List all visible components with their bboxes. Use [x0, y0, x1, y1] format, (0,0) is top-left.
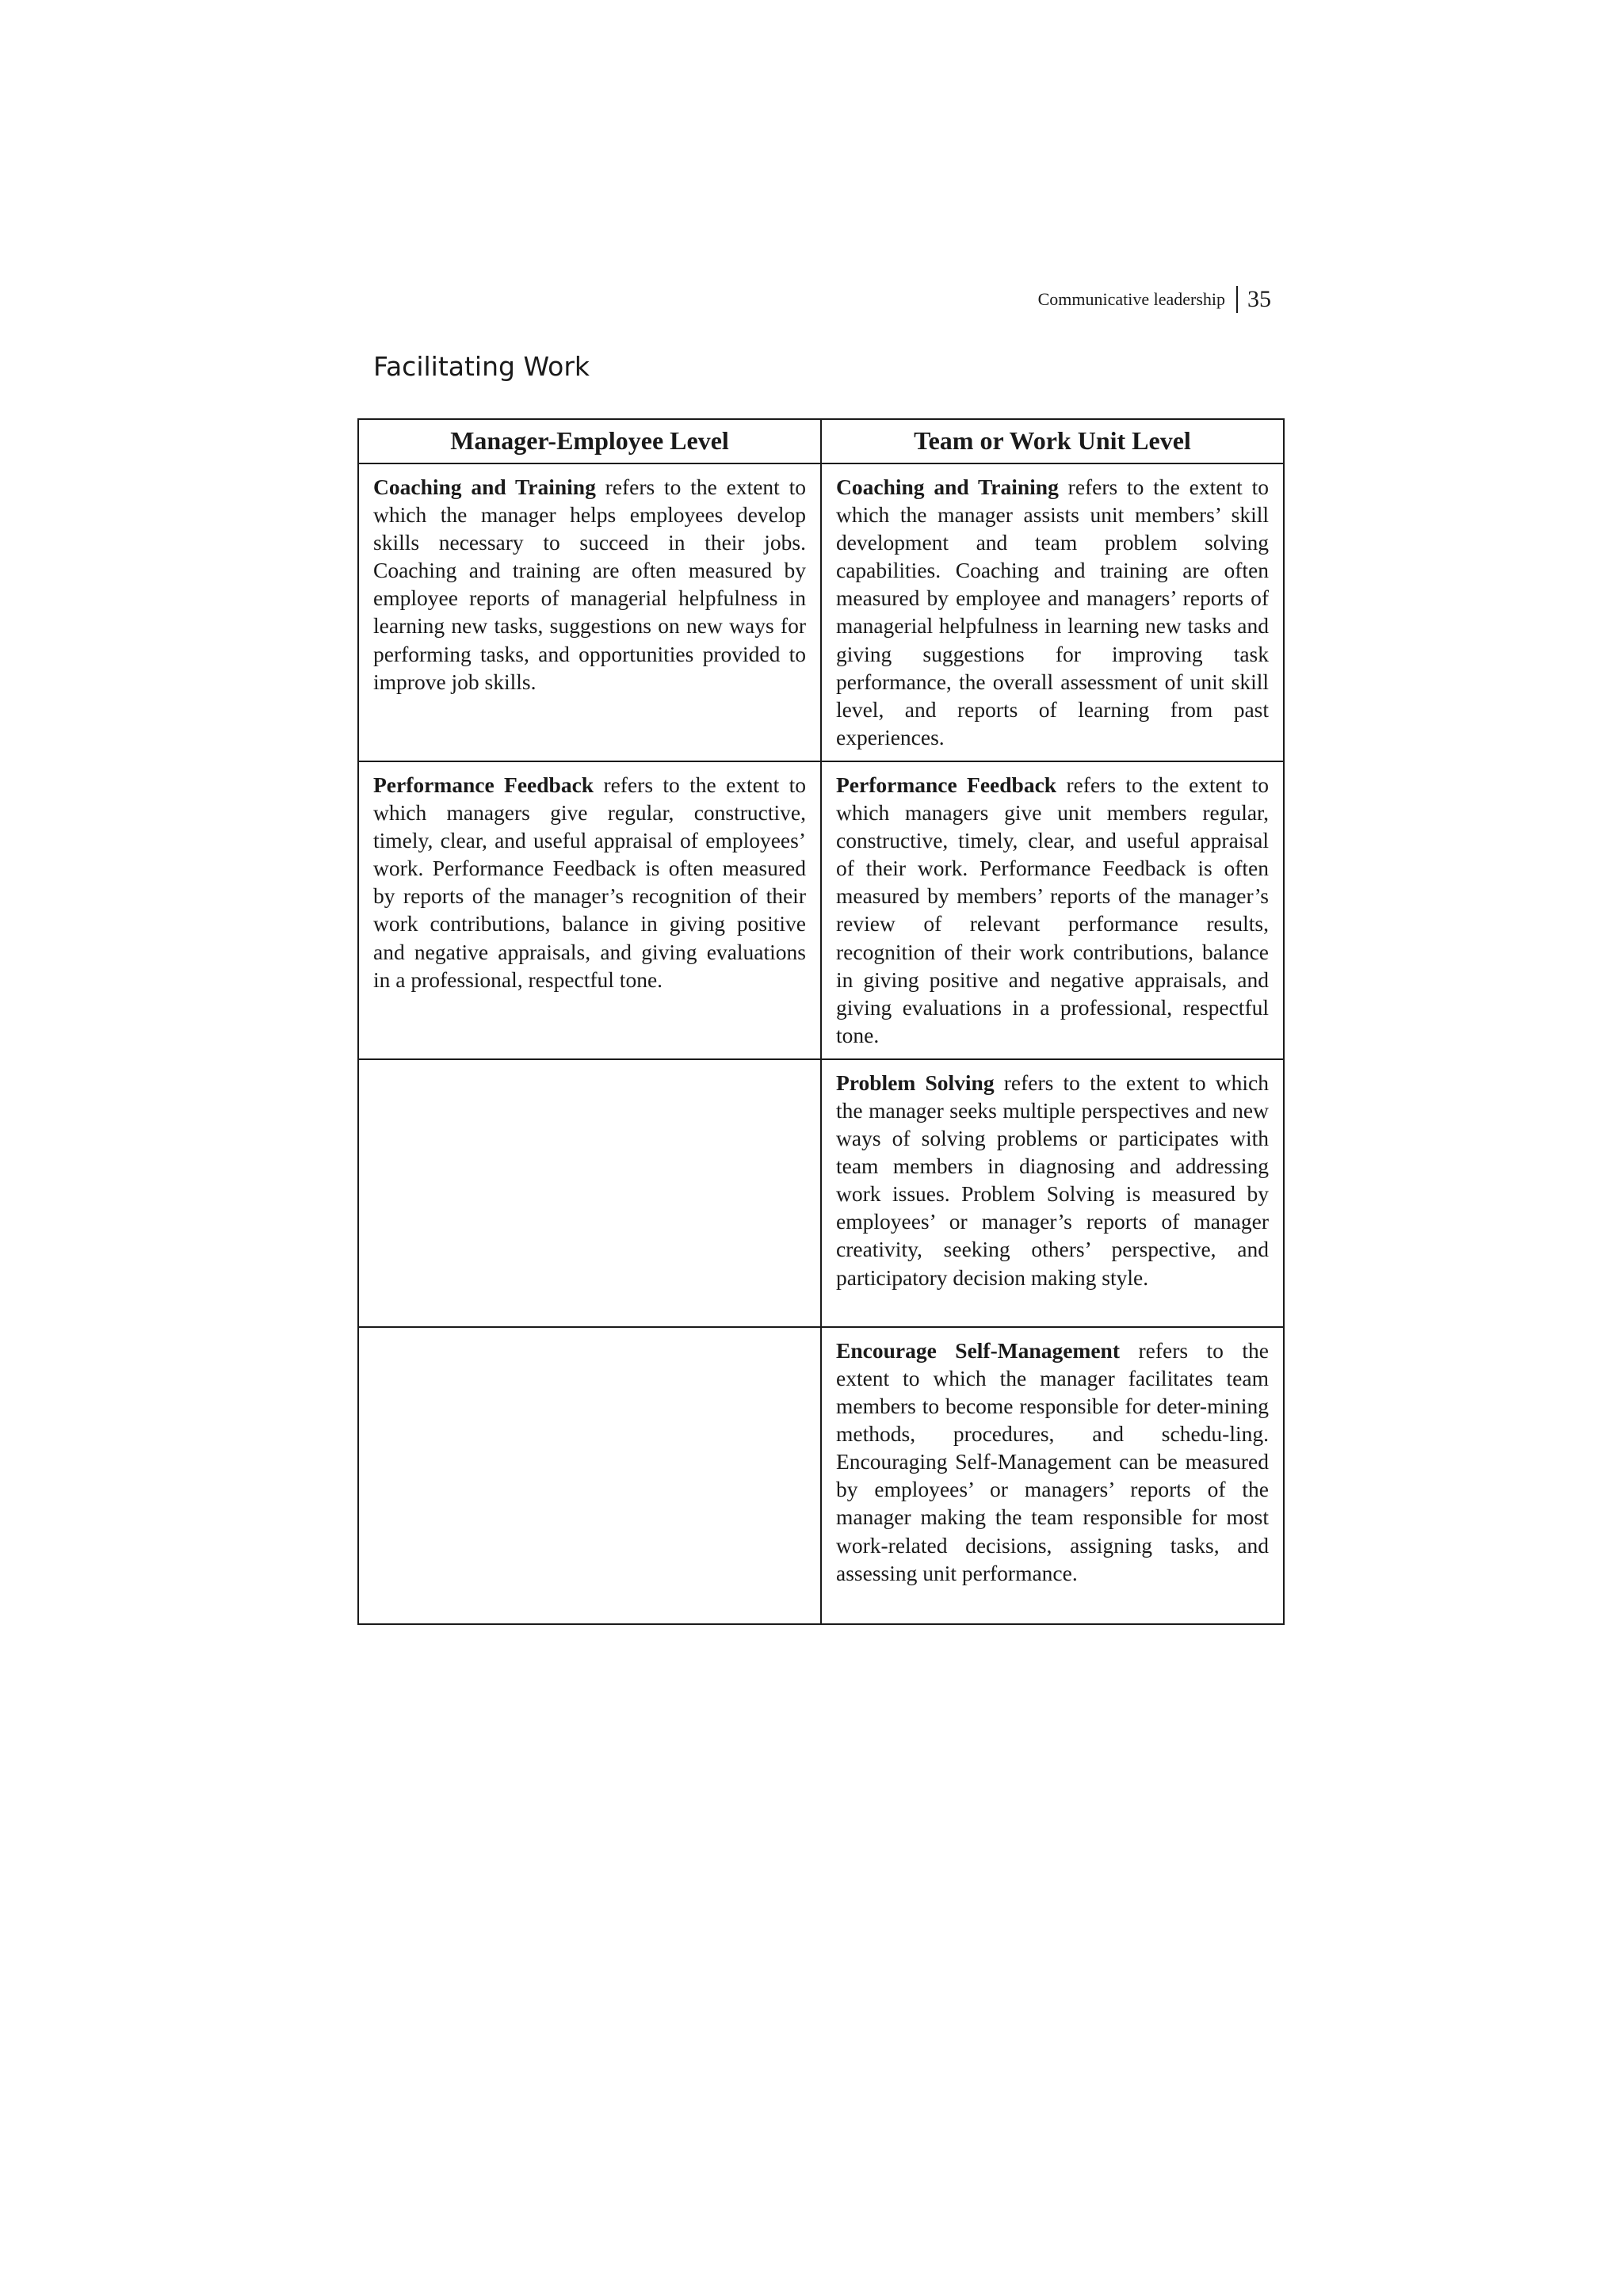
running-head: [951, 282, 1271, 315]
cell-team-unit: [821, 463, 1284, 761]
page-number: 35: [1247, 285, 1271, 312]
running-head-separator: [1236, 286, 1238, 313]
cell-manager-employee: [358, 761, 821, 1059]
definition: refers to the extent to which the manager seeks multiple perspectives and new ways of solving problems or participates with team members in diagnosing and addressing work issues. Problem Solving is measured by employees’ or manager’s reports of manager creativity, seeking others’ perspective, and participatory decision making style.: [836, 1070, 1269, 1290]
definition: refers to the extent to which managers give unit members regular, constructive, timely, clear, and useful appraisal of their work. Performance Feedback is often measured by members’ reports of the manager’s review of relevant performance results, recognition of their work contributions, balance in giving positive and negative appraisals, and giving evaluations in a professional, respectful tone.: [836, 772, 1269, 1047]
definition: refers to the extent to which the manager facilitates team members to become responsible for deter-mining methods, procedures, and schedu-ling. Encouraging Self-Management can be measured by employees’ or managers’ reports of the manager making the team responsible for most work-related decisions, assigning tasks, and assessing unit performance.: [836, 1337, 1269, 1585]
facilitating-work-table: [357, 418, 1285, 1625]
definition: refers to the extent to which the manager assists unit members’ skill development and team problem solving capabilities. Coaching and training are often measured by employee and managers’ reports of managerial helpfulness in learning new tasks and giving suggestions for improving task performance, the overall assessment of unit skill level, and reports of learning from past experiences.: [836, 475, 1269, 749]
term: Coaching and Training: [836, 475, 1059, 499]
cell-team-unit: [821, 761, 1284, 1059]
cell-manager-employee: [358, 463, 821, 761]
term: Performance Feedback: [836, 772, 1057, 797]
table-row: [358, 761, 1284, 1059]
cell-team-unit: [821, 1327, 1284, 1624]
section-title: Facilitating Work: [373, 351, 590, 382]
cell-manager-employee-empty: [358, 1327, 821, 1624]
table-row: [358, 463, 1284, 761]
cell-manager-employee-empty: [358, 1059, 821, 1327]
definition: refers to the extent to which the manager helps employees develop skills necessary to succeed in their jobs. Coaching and training are often measured by employee reports of managerial helpfulness in learning new tasks, suggestions on new ways for performing tasks, and opportunities provided to improve job skills.: [373, 475, 806, 694]
table-row: [358, 1059, 1284, 1327]
table-row: [358, 1327, 1284, 1624]
term: Performance Feedback: [373, 772, 594, 797]
column-header-manager-employee: Manager-Employee Level: [358, 419, 821, 463]
running-head-title: Communicative leadership: [1037, 288, 1225, 309]
definition: refers to the extent to which managers give regular, constructive, timely, clear, and useful appraisal of employees’ work. Performance Feedback is often measured by reports of the manager’s recognition of their work contributions, balance in giving positive and negative appraisals, and giving evaluations in a professional, respectful tone.: [373, 772, 806, 992]
table-header-row: [358, 419, 1284, 463]
term: Coaching and Training: [373, 475, 596, 499]
term: Problem Solving: [836, 1070, 995, 1095]
cell-team-unit: [821, 1059, 1284, 1327]
term: Encourage Self-Management: [836, 1337, 1120, 1363]
column-header-team-unit: Team or Work Unit Level: [821, 419, 1284, 463]
